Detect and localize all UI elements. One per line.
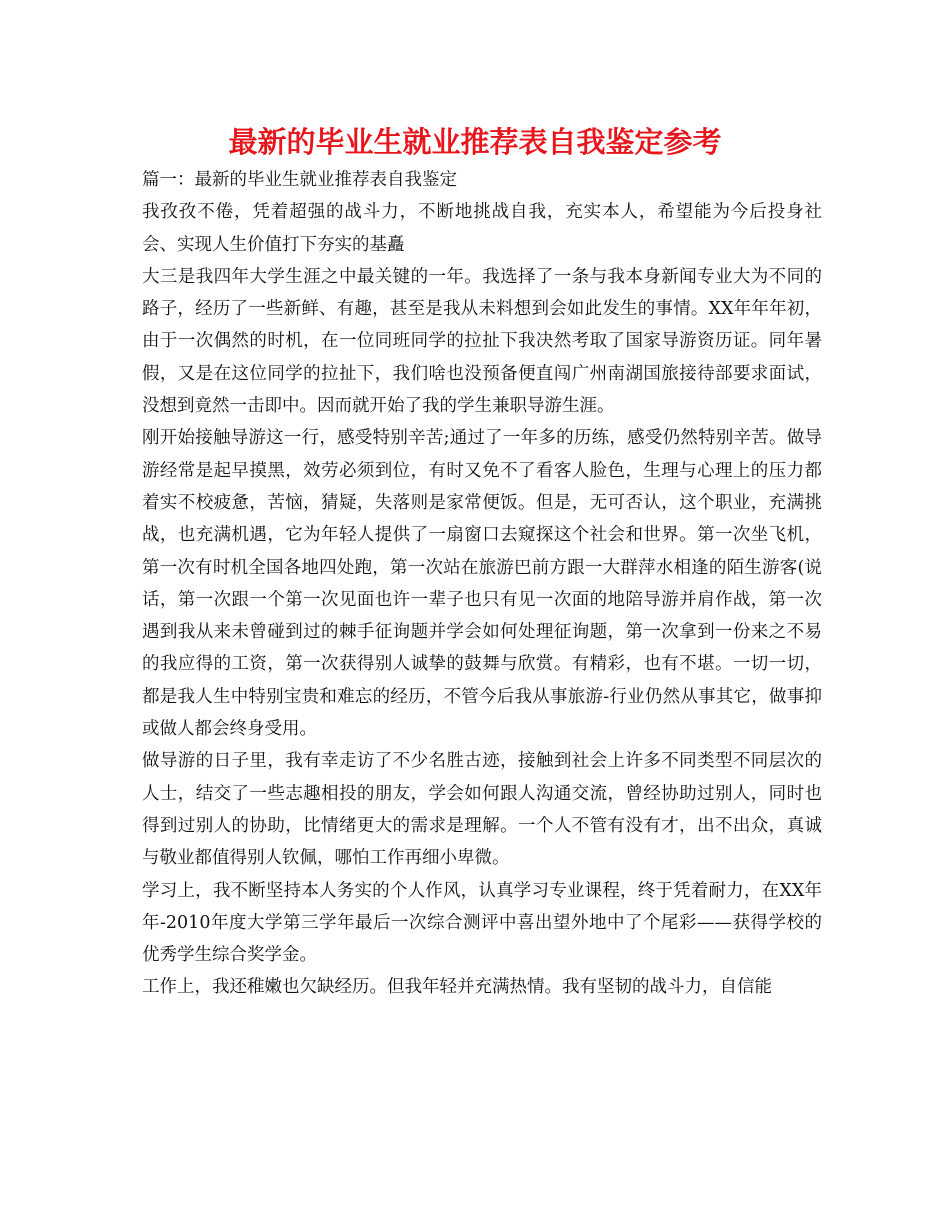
document-title: 最新的毕业生就业推荐表自我鉴定参考	[228, 125, 722, 159]
paragraph-1: 我孜孜不倦，凭着超强的战斗力，不断地挑战自我，充实本人，希望能为今后投身社会、实现人生价值打下夯实的基矗	[142, 202, 822, 255]
paragraph-5: 学习上，我不断坚持本人务实的个人作风，认真学习专业课程，终于凭着耐力，在XX年年-2010年度大学第三学年最后一次综合测评中喜出望外地中了个尾彩——获得学校的优秀学生综合奖学金。	[142, 880, 822, 966]
paragraph-2: 大三是我四年大学生涯之中最关键的一年。我选择了一条与我本身新闻专业大为不同的路子，经历了一些新鲜、有趣，甚至是我从未料想到会如此发生的事情。XX年年年初，由于一次偶然的时机，在一位同班同学的拉扯下我决然考取了国家导游资历证。同年暑假，又是在这位同学的拉扯下，我们啥也没预备便直闯广州南湖国旅接待部要求面试，没想到竟然一击即中。因而就开始了我的学生兼职导游生涯。	[142, 266, 822, 417]
paragraph-3: 刚开始接触导游这一行，感受特别辛苦;通过了一年多的历练，感受仍然特别辛苦。做导游经常是起早摸黑，效劳必须到位，有时又免不了看客人脸色，生理与心理上的压力都着实不校疲惫，苦恼，猜疑，失落则是家常便饭。但是，无可否认，这个职业，充满挑战，也充满机遇，它为年轻人提供了一扇窗口去窥探这个社会和世界。第一次坐飞机，第一次有时机全国各地四处跑，第一次站在旅游巴前方跟一大群萍水相逢的陌生游客(说话，第一次跟一个第一次见面也许一辈子也只有见一次面的地陪导游并肩作战，第一次遇到我从来未曾碰到过的棘手征询题并学会如何处理征询题，第一次拿到一份来之不易的我应得的工资，第一次获得别人诚挚的鼓舞与欣赏。有精彩，也有不堪。一切一切，都是我人生中特别宝贵和难忘的经历，不管今后我从事旅游-行业仍然从事其它，做事抑或做人都会终身受用。	[142, 428, 822, 740]
document-body	[142, 164, 822, 1004]
paragraph-6: 工作上，我还稚嫩也欠缺经历。但我年轻并充满热情。我有坚韧的战斗力，自信能	[142, 977, 772, 998]
paragraph-4: 做导游的日子里，我有幸走访了不少名胜古迹，接触到社会上许多不同类型不同层次的人士，结交了一些志趣相投的朋友，学会如何跟人沟通交流，曾经协助过别人，同时也得到过别人的协助，比情绪更大的需求是理解。一个人不管有没有才，出不出众，真诚与敬业都值得别人钦佩，哪怕工作再细小卑微。	[142, 751, 822, 869]
section-heading: 篇一：最新的毕业生就业推荐表自我鉴定	[142, 170, 457, 190]
